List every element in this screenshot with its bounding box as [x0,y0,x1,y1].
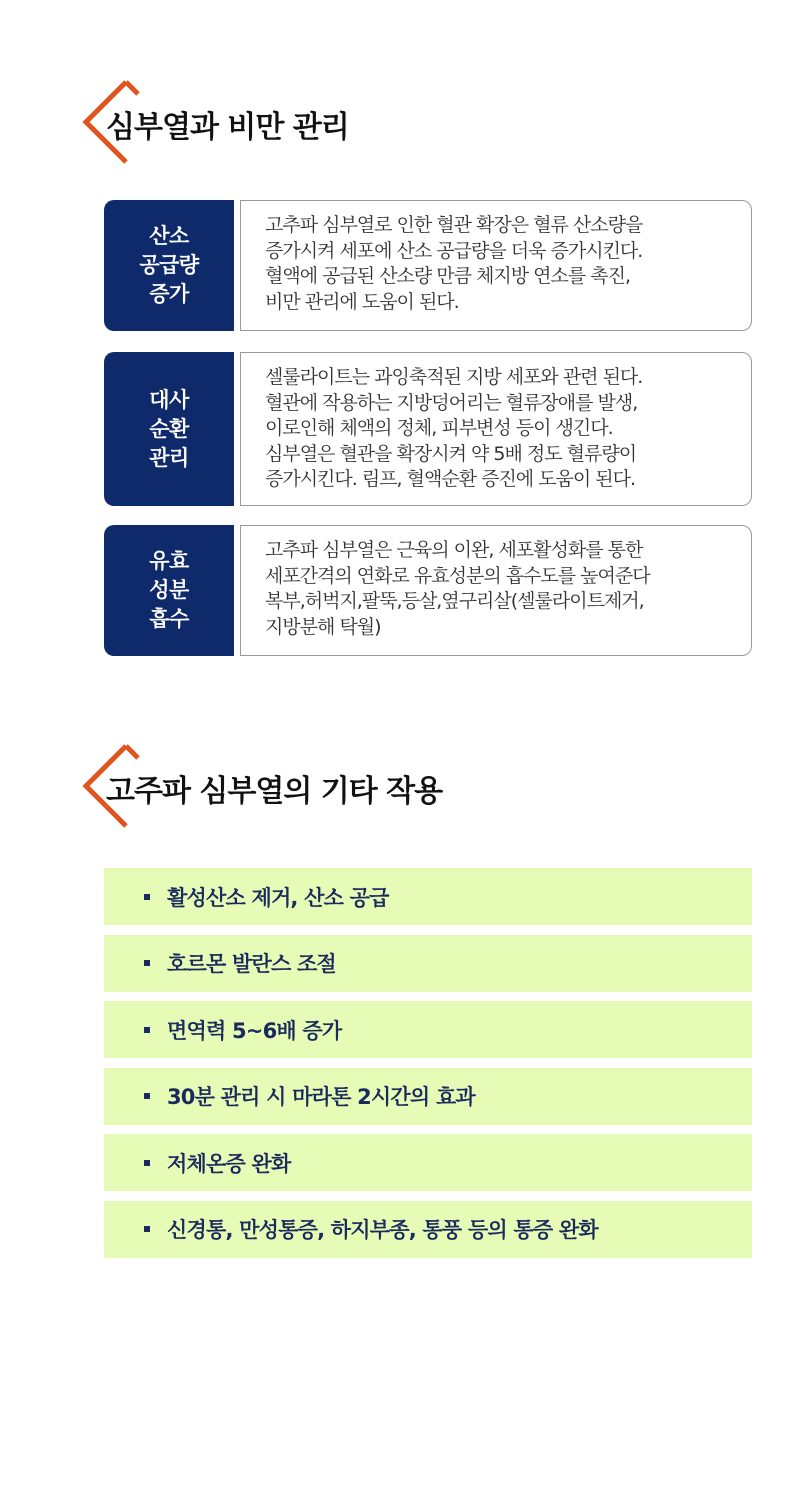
list-item [104,1001,752,1058]
square-bullet-icon [144,1226,150,1232]
info-tag-label: 유효 성분 흡수 [149,549,189,631]
square-bullet-icon [144,894,150,900]
info-tag-label: 산소 공급량 증가 [139,224,199,306]
list-item [104,935,752,992]
info-description-box [240,352,752,506]
square-bullet-icon [144,1160,150,1166]
list-item-label: 저체온증 완화 [167,1151,291,1176]
list-item [104,868,752,925]
list-item-label: 활성산소 제거, 산소 공급 [167,885,389,910]
info-row-oxygen [104,200,752,331]
list-item-label: 30분 관리 시 마라톤 2시간의 효과 [167,1085,475,1110]
info-tag-label: 대사 순환 관리 [149,387,189,470]
info-description: 고추파 심부열은 근육의 이완, 세포활성화를 통한 세포간격의 연화로 유효성분의 흡수도를 높여준다 복부,허벅지,팔뚝,등살,옆구리살(셀룰라이트제거, 지방분해 탁월) [265,539,650,638]
info-tag [104,200,234,331]
list-item-label: 면역력 5~6배 증가 [167,1018,342,1043]
info-row-absorption [104,525,752,656]
list-item [104,1201,752,1258]
list-item-label: 신경통, 만성통증, 하지부종, 통풍 등의 통증 완화 [167,1218,598,1243]
section-title: 심부열과 비만 관리 [106,110,349,145]
square-bullet-icon [144,960,150,966]
list-item [104,1134,752,1191]
info-description-box [240,200,752,331]
info-description: 고추파 심부열로 인한 혈관 확장은 혈류 산소량을 증가시켜 세포에 산소 공급량을 더욱 증가시킨다. 혈액에 공급된 산소량 만큼 체지방 연소를 촉진, 비만 관리에 도움이 된다. [265,214,643,313]
section-heading-other-effects [80,742,720,832]
info-tag [104,525,234,656]
info-description: 셀룰라이트는 과잉축적된 지방 세포와 관련 된다. 혈관에 작용하는 지방덩어리는 혈류장애를 발생, 이로인해 체액의 정체, 피부변성 등이 생긴다. 심부열은 혈관을 확장시켜 약 5배 정도 혈류량이 증가시킨다. 림프, 혈액순환 증진에 도움이 된다. [265,366,643,490]
list-item-label: 호르몬 발란스 조절 [167,952,336,977]
info-tag [104,352,234,506]
info-row-metabolism [104,352,752,506]
square-bullet-icon [144,1093,150,1099]
section-heading-obesity [80,78,720,168]
list-item [104,1068,752,1125]
section-title: 고주파 심부열의 기타 작용 [106,774,443,809]
info-description-box [240,525,752,656]
effects-list [104,868,752,1268]
square-bullet-icon [144,1027,150,1033]
